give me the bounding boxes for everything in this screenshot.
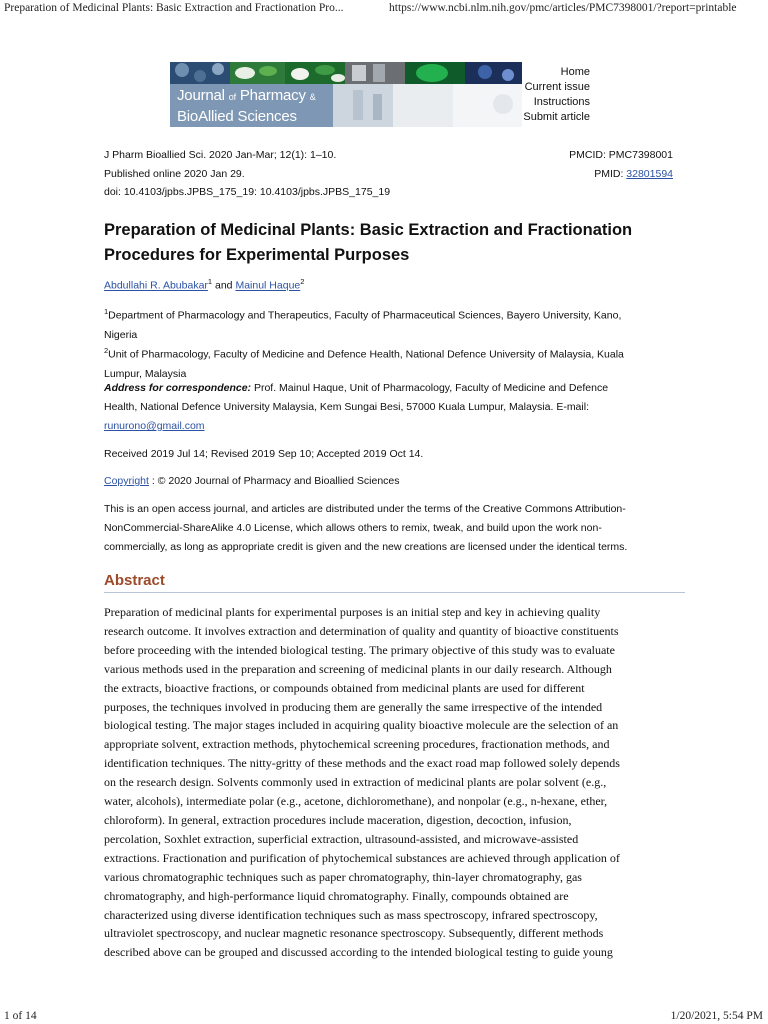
abstract-line: appropriate solvent, extraction methods, phytochemical screening procedures, fractionation methods, and [104, 737, 610, 752]
abstract-line: biological testing. The major stages included in acquiring quality bioactive molecule are the selection of an [104, 718, 619, 733]
journal-banner [170, 62, 591, 127]
copyright-link[interactable]: Copyright [104, 475, 149, 487]
article-title-line1: Preparation of Medicinal Plants: Basic Extraction and Fractionation [104, 221, 633, 239]
author-list [104, 277, 304, 292]
correspondence-line2: Health, National Defence University Malaysia, Kem Sungai Besi, 57000 Kuala Lumpur, Malaysia. E-mail: [104, 401, 589, 413]
pmcid: PMCID: PMC7398001 [569, 149, 673, 161]
banner-lab-photo [333, 84, 522, 127]
logo-ampersand: & [309, 92, 316, 102]
history-dates: Received 2019 Jul 14; Revised 2019 Sep 10; Accepted 2019 Oct 14. [104, 448, 424, 460]
article-ids [569, 146, 673, 183]
citation: J Pharm Bioallied Sci. 2020 Jan-Mar; 12(1): 1–10. [104, 149, 337, 161]
page-number: 1 of 14 [4, 1010, 37, 1022]
copyright-text: : © 2020 Journal of Pharmacy and Bioallied Sciences [148, 475, 400, 487]
banner-photo-strip [170, 62, 522, 84]
article-title [104, 218, 704, 268]
author1-affiliation-sup: 1 [207, 277, 213, 286]
affiliation-2 [104, 341, 674, 384]
aff1-line2: Nigeria [104, 328, 138, 341]
correspondence [104, 379, 679, 436]
aff2-line1: Unit of Pharmacology, Faculty of Medicine and Defence Health, National Defence University of Malaysia, Kuala [108, 348, 624, 361]
aff1-sup: 1 [104, 307, 109, 316]
pmid-label: PMID: [594, 167, 627, 180]
aff1-line1: Department of Pharmacology and Therapeutics, Faculty of Pharmaceutical Sciences, Bayero University, Kano, [108, 309, 622, 322]
correspondence-line1: Prof. Mainul Haque, Unit of Pharmacology, Faculty of Medicine and Defence [251, 382, 609, 394]
journal-logo[interactable] [177, 86, 316, 126]
print-datetime: 1/20/2021, 5:54 PM [670, 1010, 763, 1022]
logo-word-journal: Journal [177, 87, 225, 104]
journal-logo-line1 [177, 86, 316, 107]
author-separator: and [215, 279, 233, 292]
pmid-link[interactable]: 32801594 [626, 167, 673, 180]
journal-logo-line2: BioAllied Sciences [177, 108, 297, 125]
nav-submit-article-link[interactable]: Submit article [523, 111, 590, 123]
article-title-line2: Procedures for Experimental Purposes [104, 246, 410, 264]
abstract-line: research outcome. It involves extraction and determination of quality and quantity of bioactive constituents [104, 623, 619, 638]
author-link-abubakar[interactable]: Abdullahi R. Abubakar [104, 279, 208, 292]
nav-home-link[interactable]: Home [560, 66, 590, 78]
license-line2: NonCommercial-ShareAlike 4.0 License, which allows others to remix, tweak, and build upon the work non- [104, 522, 602, 534]
abstract-line: various chromatographic techniques such as paper chromatography, thin-layer chromatography, gas [104, 869, 582, 884]
license-line1: This is an open access journal, and articles are distributed under the terms of the Creative Commons Attribution- [104, 503, 626, 515]
logo-word-of: of [228, 92, 236, 102]
abstract-line: characterized using diverse identification techniques such as mass spectroscopy, infrared spectroscopy, [104, 907, 598, 922]
banner-image [170, 62, 522, 127]
print-header-url: https://www.ncbi.nlm.nih.gov/pmc/articles/PMC7398001/?report=printable [389, 2, 737, 14]
abstract-line: before proceeding with the intended biological testing. The primary objective of this study was to evaluate [104, 642, 615, 657]
copyright-line [104, 472, 679, 491]
print-header-title: Preparation of Medicinal Plants: Basic Extraction and Fractionation Pro... [4, 2, 344, 14]
aff2-sup: 2 [104, 346, 109, 355]
license-line3: commercially, as long as appropriate credit is given and the new creations are licensed under the identical terms. [104, 541, 628, 553]
print-header [0, 0, 768, 20]
journal-nav [522, 62, 591, 127]
nav-current-issue-link[interactable]: Current issue [524, 81, 590, 93]
pmid [569, 165, 673, 184]
abstract-divider [104, 592, 685, 593]
abstract-line: the extracts, bioactive fractions, or compounds obtained from medicinal plants are used for different [104, 680, 585, 695]
citation-meta [104, 146, 390, 202]
abstract-line: ultraviolet spectroscopy, and nuclear magnetic resonance spectroscopy. Subsequently, different methods [104, 926, 604, 941]
abstract-line: on the research design. Solvents commonly used in extraction of medicinal plants are polar solvent (e.g., [104, 775, 607, 790]
print-footer [0, 1008, 768, 1024]
author-link-haque[interactable]: Mainul Haque [235, 279, 301, 292]
abstract-line: extractions. Fractionation and purification of phytochemical substances are achieved through application of [104, 850, 620, 865]
affiliation-1 [104, 302, 674, 345]
abstract-line: Preparation of medicinal plants for experimental purposes is an initial step and key in achieving quality [104, 605, 601, 619]
aff2-line2: Lumpur, Malaysia [104, 367, 187, 380]
email-link[interactable]: runurono@gmail.com [104, 420, 205, 432]
abstract-heading: Abstract [104, 572, 165, 589]
abstract-line: purposes, the techniques involved in producing them are generally the same irrespective of the intended [104, 699, 603, 714]
abstract-body [104, 603, 688, 962]
nav-instructions-link[interactable]: Instructions [533, 96, 590, 108]
license-statement [104, 500, 684, 557]
abstract-line: various methods used in the preparation and screening of medicinal plants in our daily research. Although [104, 661, 612, 676]
abstract-line: chloroform). In general, extraction procedures include maceration, digestion, decoction, infusion, [104, 812, 572, 827]
author2-affiliation-sup: 2 [300, 277, 305, 286]
abstract-line: identification techniques. The nitty-gritty of these methods and the exact road map followed solely depends [104, 756, 620, 771]
published-date: Published online 2020 Jan 29. [104, 167, 245, 180]
abstract-line: water, alcohols), intermediate polar (e.g., acetone, dichloromethane), and nonpolar (e.g., n-hexane, ether, [104, 794, 608, 809]
logo-word-pharmacy: Pharmacy [239, 87, 306, 104]
correspondence-label: Address for correspondence: [104, 382, 252, 394]
abstract-line: described above can be grouped and discussed according to the intended biological testing to guide young [104, 945, 613, 960]
doi: doi: 10.4103/jpbs.JPBS_175_19: 10.4103/jpbs.JPBS_175_19 [104, 186, 391, 198]
abstract-line: percolation, Soxhlet extraction, superficial extraction, ultrasound-assisted, and microwave-assisted [104, 831, 579, 846]
abstract-line: chromatography, and high-performance liquid chromatography. Finally, compounds obtained are [104, 888, 569, 903]
